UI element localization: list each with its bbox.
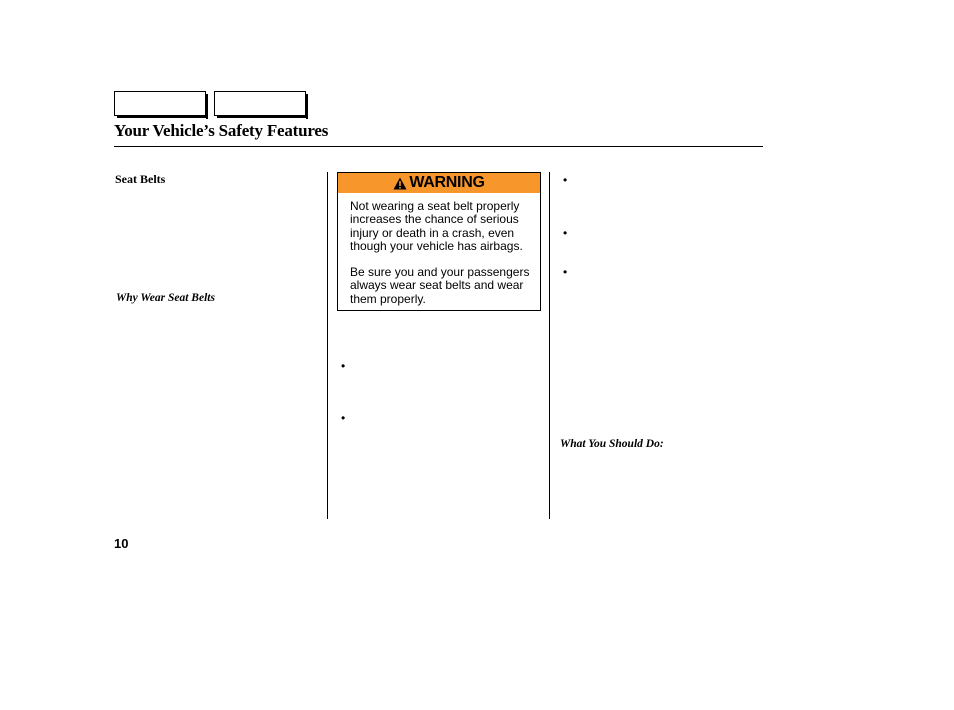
bullet-marker: • <box>563 226 568 240</box>
bullet-marker: • <box>341 411 346 425</box>
section-heading-seat-belts: Seat Belts <box>115 172 166 186</box>
title-divider <box>114 146 763 147</box>
subheading-what-you-should-do: What You Should Do: <box>560 438 664 450</box>
column-divider-right <box>549 172 550 519</box>
page-number: 10 <box>114 536 129 551</box>
warning-header <box>338 173 540 193</box>
warning-box <box>337 172 541 311</box>
bullet-marker: • <box>563 265 568 279</box>
column-divider-left <box>327 172 328 519</box>
subheading-why-wear-seat-belts: Why Wear Seat Belts <box>116 292 215 304</box>
warning-paragraph-1: Not wearing a seat belt properly increases the chance of serious injury or death in a crash, even though your vehicle has airbags. <box>350 199 523 253</box>
warning-triangle-icon <box>393 177 407 190</box>
warning-label: WARNING <box>409 174 485 191</box>
bullet-marker: • <box>563 173 568 187</box>
nav-tab-box-2[interactable] <box>214 91 306 116</box>
page-title: Your Vehicle’s Safety Features <box>114 121 329 140</box>
bullet-marker: • <box>341 359 346 373</box>
nav-tab-box-1[interactable] <box>114 91 206 116</box>
warning-paragraph-2: Be sure you and your passengers always wear seat belts and wear them properly. <box>350 265 530 306</box>
